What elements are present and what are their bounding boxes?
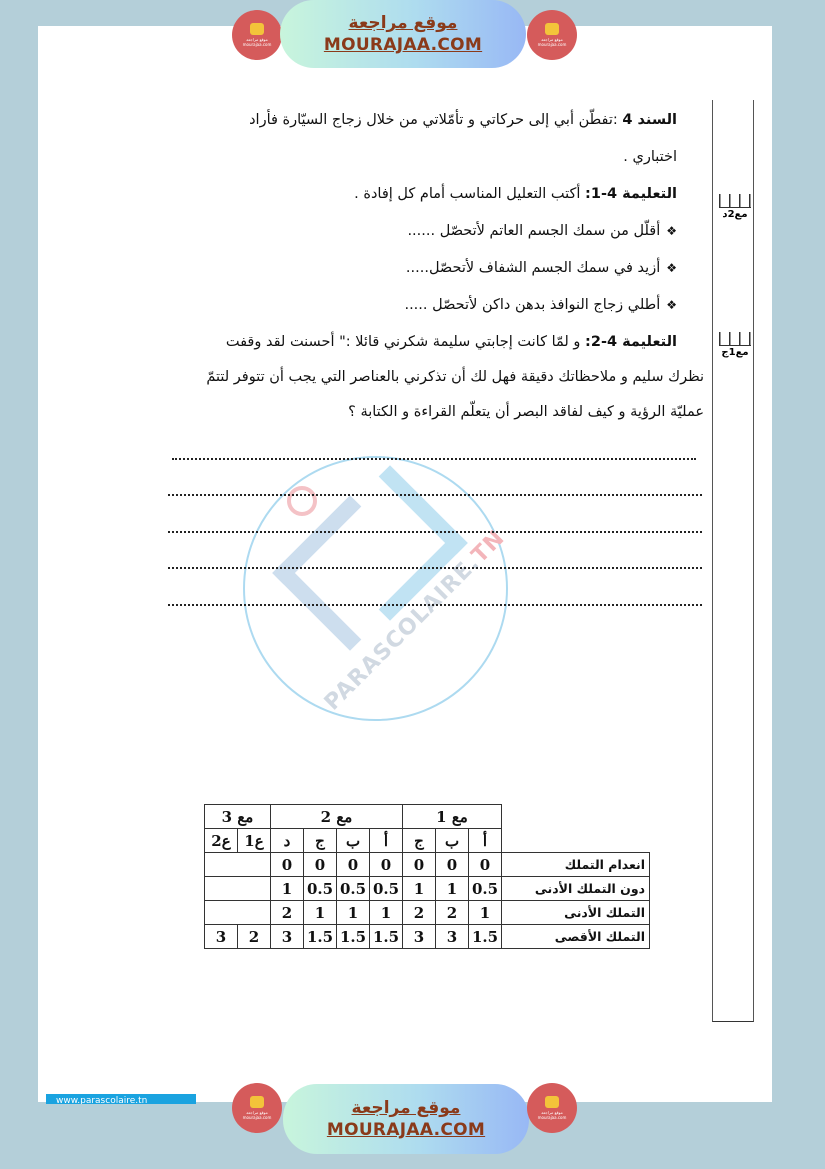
answer-line-1[interactable] — [172, 458, 696, 460]
row-label: انعدام التملك — [502, 853, 650, 877]
subheader-cell: أ — [469, 829, 502, 853]
book-logo-icon — [545, 23, 559, 35]
badge-text-ar: موقع مراجعة — [246, 1110, 268, 1115]
instruction-1-text: أكتب التعليل المناسب أمام كل إفادة . — [354, 186, 581, 202]
watermark-text: PARASCOLAIRE.TN — [319, 525, 510, 716]
group-header: مع 3 — [205, 805, 271, 829]
instruction-2-line-1 — [226, 334, 677, 350]
grade-box-2-label: مع1ج — [721, 347, 749, 358]
badge-text-en: mourajaa.com — [242, 1115, 272, 1120]
score-cell: 1 — [271, 877, 304, 901]
score-cell: 0 — [271, 853, 304, 877]
table-group-header-row — [205, 805, 650, 829]
bullet-text: أطلي زجاج النوافذ بدهن داكن لأتحصّل ..... — [404, 297, 661, 313]
badge-text-ar: موقع مراجعة — [541, 37, 563, 42]
subheader-cell: ج — [304, 829, 337, 853]
score-cell: 0.5 — [304, 877, 337, 901]
source-line-1 — [249, 112, 677, 128]
score-cell: 1 — [304, 901, 337, 925]
book-logo-icon — [545, 1096, 559, 1108]
score-cell: 0.5 — [469, 877, 502, 901]
instruction-2-line-2: نظرك سليم و ملاحظاتك دقيقة فهل لك أن تذكرني بالعناصر التي يجب أن تتوفر لتتمّ — [206, 369, 704, 385]
badge-text-ar: موقع مراجعة — [541, 1110, 563, 1115]
open-book-icon — [272, 495, 428, 651]
mourajaa-badge-left[interactable] — [232, 1083, 282, 1133]
grading-margin-column — [712, 100, 754, 1022]
score-cell: 3 — [403, 925, 436, 949]
score-cell-empty — [205, 901, 271, 925]
subheader-cell: ع1 — [238, 829, 271, 853]
score-cell: 0 — [436, 853, 469, 877]
row-label: التملك الأقصى — [502, 925, 650, 949]
subheader-cell: ب — [436, 829, 469, 853]
diamond-bullet-icon: ❖ — [666, 261, 677, 275]
row-label: دون التملك الأدنى — [502, 877, 650, 901]
bullet-item — [407, 223, 677, 239]
mourajaa-badge-left[interactable] — [232, 10, 282, 60]
bullet-item — [404, 297, 677, 313]
score-cell: 1.5 — [304, 925, 337, 949]
banner-arabic-title: موقع مراجعة — [351, 1098, 461, 1118]
group-header: مع 1 — [403, 805, 502, 829]
diamond-bullet-icon: ❖ — [666, 224, 677, 238]
bullet-text: أقلّل من سمك الجسم العاتم لأتحصّل ...... — [407, 223, 661, 239]
score-cell: 2 — [403, 901, 436, 925]
score-cell: 0 — [304, 853, 337, 877]
score-cell-empty — [205, 853, 271, 877]
subheader-cell: ع2 — [205, 829, 238, 853]
answer-line-5[interactable] — [168, 604, 702, 606]
grade-box-1-label: مع2د — [722, 209, 748, 220]
score-cell: 1 — [337, 901, 370, 925]
score-cell: 1.5 — [370, 925, 403, 949]
mourajaa-header-banner[interactable] — [280, 0, 526, 68]
instruction-2-line-3: عمليّة الرؤية و كيف لفاقد البصر أن يتعلّم القراءة و الكتابة ؟ — [348, 404, 704, 420]
subheader-cell: ب — [337, 829, 370, 853]
tunisia-flag-icon — [287, 486, 317, 516]
mourajaa-badge-right[interactable] — [527, 1083, 577, 1133]
score-cell: 2 — [271, 901, 304, 925]
score-cell: 0 — [469, 853, 502, 877]
score-cell: 3 — [205, 925, 238, 949]
instruction-2-label: التعليمة 4-2: — [585, 334, 677, 350]
row-label: التملك الأدنى — [502, 901, 650, 925]
source-label: السند 4 — [622, 112, 677, 128]
banner-arabic-title: موقع مراجعة — [348, 13, 458, 33]
table-row — [205, 853, 650, 877]
table-subheader-row — [205, 829, 650, 853]
table-row — [205, 925, 650, 949]
answer-line-3[interactable] — [168, 531, 702, 533]
subheader-cell: ج — [403, 829, 436, 853]
instruction-2-text: و لمّا كانت إجابتي سليمة شكرني قائلا :" أحسنت لقد وقفت — [225, 334, 581, 350]
banner-latin-title: MOURAJAA.COM — [323, 35, 483, 55]
score-cell: 3 — [271, 925, 304, 949]
open-book-icon — [312, 465, 468, 621]
source-text: :تفطّن أبي إلى حركاتي و تأمّلاتي من خلال زجاج السيّارة فأراد — [249, 112, 618, 128]
exam-page — [38, 26, 772, 1102]
diamond-bullet-icon: ❖ — [666, 298, 677, 312]
score-cell: 1.5 — [337, 925, 370, 949]
grade-box-2[interactable] — [719, 332, 751, 346]
subheader-cell: د — [271, 829, 304, 853]
banner-latin-title: MOURAJAA.COM — [326, 1120, 486, 1140]
criteria-table — [204, 804, 650, 949]
table-row — [205, 877, 650, 901]
score-cell: 0.5 — [337, 877, 370, 901]
badge-text-en: mourajaa.com — [537, 1115, 567, 1120]
answer-line-4[interactable] — [168, 567, 702, 569]
badge-text-en: mourajaa.com — [242, 42, 272, 47]
bullet-text: أزيد في سمك الجسم الشفاف لأتحصّل..... — [405, 260, 661, 276]
badge-text-en: mourajaa.com — [537, 42, 567, 47]
score-cell: 0.5 — [370, 877, 403, 901]
mourajaa-footer-banner[interactable] — [283, 1084, 529, 1154]
grade-box-1[interactable] — [719, 194, 751, 208]
score-cell: 3 — [436, 925, 469, 949]
score-cell: 0 — [403, 853, 436, 877]
source-line-2: اختباري . — [623, 149, 677, 165]
table-row — [205, 901, 650, 925]
score-cell: 2 — [238, 925, 271, 949]
score-cell: 2 — [436, 901, 469, 925]
book-logo-icon — [250, 23, 264, 35]
group-header: مع 2 — [271, 805, 403, 829]
badge-text-ar: موقع مراجعة — [246, 37, 268, 42]
score-cell-empty — [205, 877, 271, 901]
score-cell: 1.5 — [469, 925, 502, 949]
score-cell: 1 — [370, 901, 403, 925]
instruction-1-label: التعليمة 4-1: — [585, 186, 677, 202]
score-cell: 1 — [469, 901, 502, 925]
score-cell: 0 — [337, 853, 370, 877]
score-cell: 1 — [403, 877, 436, 901]
parascolaire-website-strip[interactable]: www.parascolaire.tn — [46, 1094, 196, 1104]
score-cell: 1 — [436, 877, 469, 901]
bullet-item — [406, 260, 677, 276]
mourajaa-badge-right[interactable] — [527, 10, 577, 60]
book-logo-icon — [250, 1096, 264, 1108]
answer-line-2[interactable] — [168, 494, 702, 496]
score-cell: 0 — [370, 853, 403, 877]
subheader-cell: أ — [370, 829, 403, 853]
instruction-1 — [354, 186, 677, 202]
